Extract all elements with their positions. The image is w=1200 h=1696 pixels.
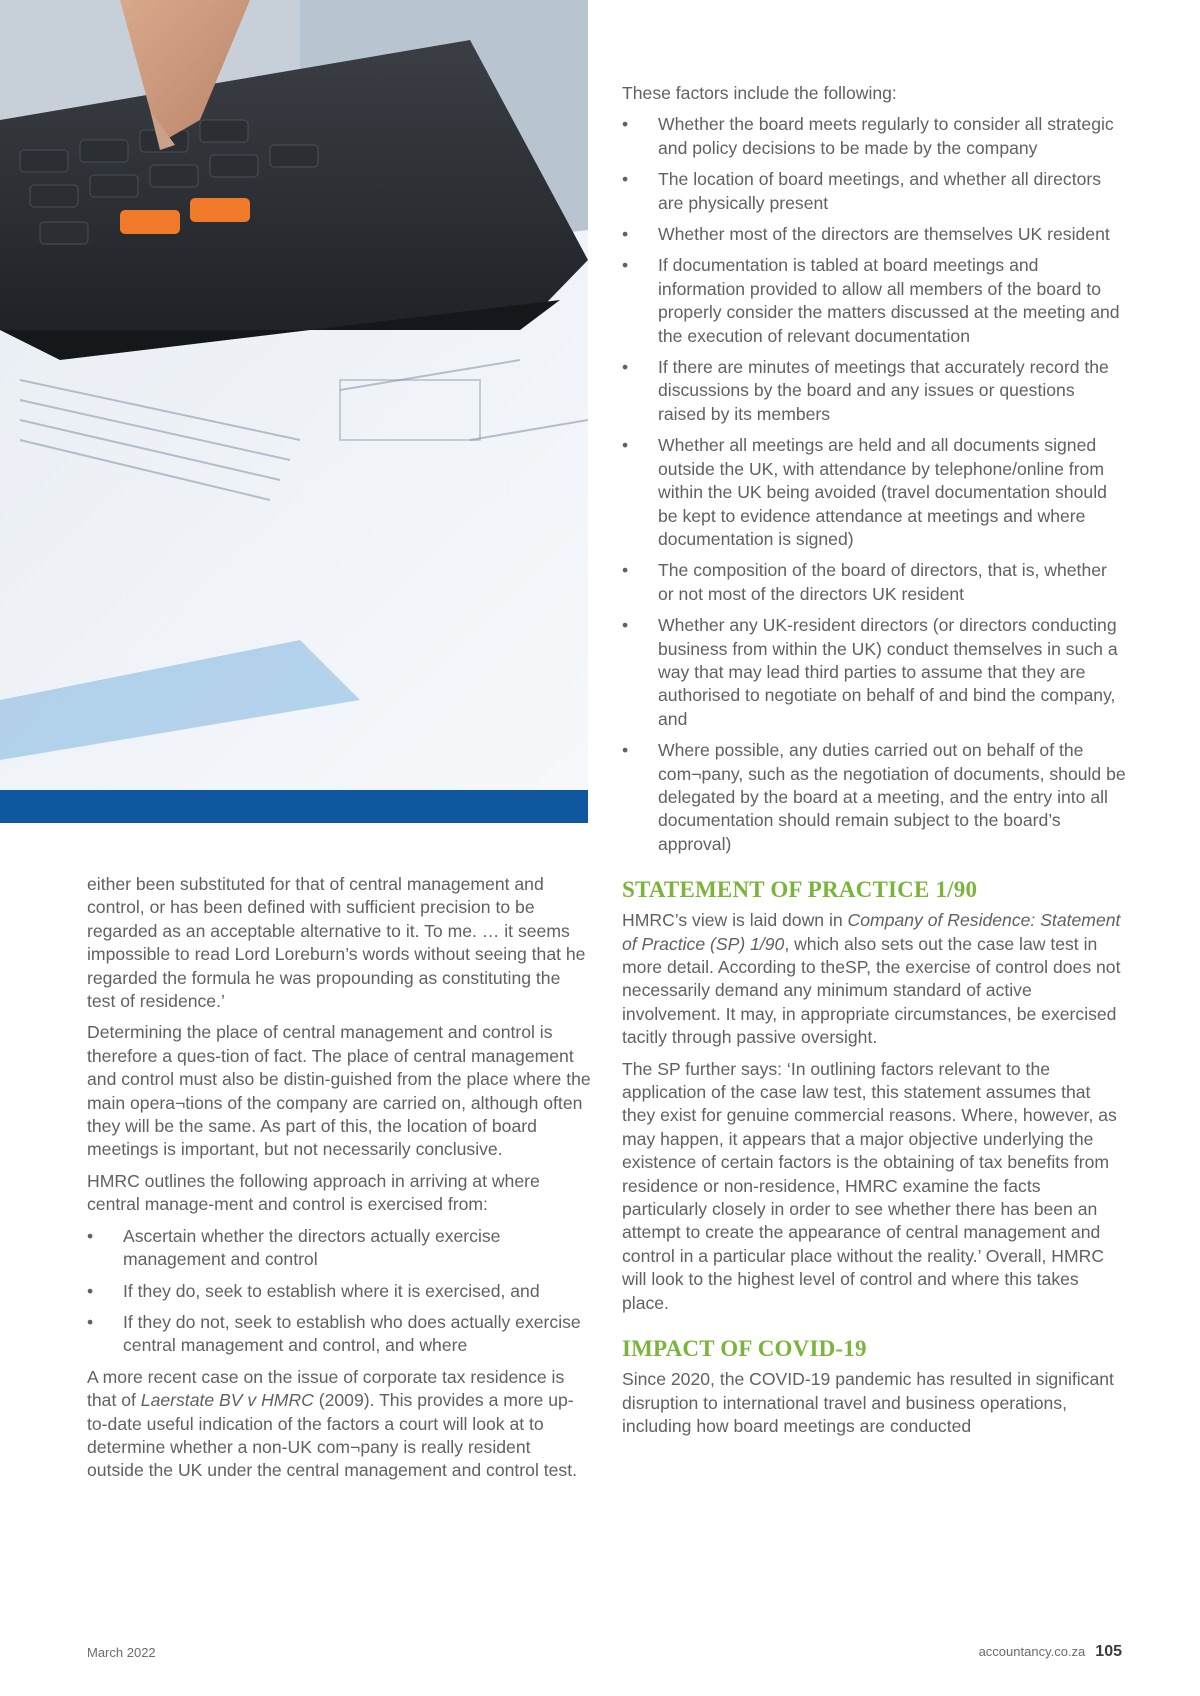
sp-paragraph-1 (622, 909, 1127, 1049)
list-item (622, 113, 1127, 160)
case-detail-text: (2009). This provides a more up-to-date useful indication of the factors a court will look at to determine whether a non-UK com¬pany is really resident outside the UK under the central management and control test. (87, 1390, 577, 1481)
case-name: Laerstate BV v HMRC (140, 1390, 314, 1411)
bullet-icon: • (622, 357, 629, 378)
covid-paragraph-1: Since 2020, the COVID-19 pandemic has resulted in significant disruption to international travel and business operations, including how board meetings are conducted (622, 1369, 1114, 1436)
list-item-text: Ascertain whether the directors actually exercise management and control (123, 1225, 501, 1270)
footer-site-link[interactable]: accountancy.co.za (978, 1644, 1086, 1659)
page-number: 105 (1095, 1643, 1122, 1660)
list-item (622, 739, 1127, 856)
list-item-text: Where possible, any duties carried out on behalf of the com¬pany, such as the negotiation of documents, should be delegated by the board at a meeting, and the entry into all documentation should remain subject to the board’s approval) (658, 740, 1126, 854)
bullet-icon: • (622, 740, 629, 761)
list-item-text: Whether the board meets regularly to consider all strategic and policy decisions to be made by the company (658, 114, 1114, 158)
list-item (622, 434, 1127, 551)
list-item-text: If documentation is tabled at board meetings and information provided to allow all members of the board to properly consider the matters discussed at the meeting and the execution of relevant documentation (658, 255, 1120, 346)
bullet-icon: • (87, 1280, 94, 1301)
list-item (622, 223, 1127, 246)
list-item (622, 356, 1127, 426)
right-column (622, 82, 1127, 1446)
factors-intro: These factors include the following: (622, 83, 897, 103)
case-intro-text: A more recent case on the issue of corporate tax residence is that of (87, 1366, 565, 1411)
list-item (622, 559, 1127, 606)
sp-paragraph-2: The SP further says: ‘In outlining factors relevant to the application of the case law test, this statement assumes that they exist for genuine commercial reasons. Where, however, as may happen, it appears that a major objective underlying the existence of certain factors is the obtaining of tax benefits from residence or non-residence, HMRC examine the facts particularly closely in order to see whether there has been an attempt to create the appearance of central management and control in a particular place without the reality.’ Overall, HMRC will look to the highest level of control and where this takes place. (622, 1058, 1117, 1313)
bullet-icon: • (622, 255, 629, 276)
left-paragraph-3: HMRC outlines the following approach in arriving at where central manage-ment and control is exercised from: (87, 1170, 540, 1215)
list-item (87, 1280, 592, 1303)
bullet-icon: • (87, 1311, 94, 1332)
factors-bullet-list (622, 113, 1127, 856)
approach-bullet-list (87, 1225, 592, 1358)
list-item (87, 1225, 592, 1272)
sp-detail-text: , which also sets out the case law test in more detail. According to theSP, the exercise of control does not necessarily demand any minimum standard of active involvement. It may, in appropriate circumstances, be exercised tacitly through passive oversight. (622, 933, 1121, 1048)
bullet-icon: • (622, 615, 629, 636)
left-paragraph-1: either been substituted for that of central management and control, or has been defined with sufficient precision to be regarded as an acceptable alternative to it. To me. … it seems impossible to read Lord Loreburn’s words without seeing that he regarded the formula he was propounding as constituting the test of residence.’ (87, 874, 586, 1012)
bullet-icon: • (622, 560, 629, 581)
list-item-text: If they do not, seek to establish who does actually exercise central management and control, and where (123, 1311, 581, 1356)
list-item (87, 1311, 592, 1358)
bullet-icon: • (622, 224, 629, 245)
bullet-icon: • (622, 169, 629, 190)
sp-document-title: Company of Residence: Statement of Practice (SP) 1/90 (622, 910, 1121, 954)
sp-intro-text: HMRC’s view is laid down in (622, 910, 848, 931)
calculator-photo (0, 0, 588, 790)
list-item-text: The location of board meetings, and whether all directors are physically present (658, 169, 1102, 213)
list-item-text: Whether all meetings are held and all documents signed outside the UK, with attendance by telephone/online from within the UK being avoided (travel documentation should be kept to evidence attendance at meetings and where documentation is signed) (658, 435, 1107, 549)
list-item-text: If they do, seek to establish where it is exercised, and (123, 1280, 540, 1301)
blue-accent-bar (0, 790, 588, 823)
bullet-icon: • (622, 114, 629, 135)
list-item (622, 254, 1127, 348)
list-item (622, 168, 1127, 215)
section-heading-statement-of-practice: STATEMENT OF PRACTICE 1/90 (622, 877, 978, 903)
footer-site-and-page (979, 1643, 1122, 1661)
bullet-icon: • (622, 435, 629, 456)
section-heading-covid: IMPACT OF COVID-19 (622, 1336, 867, 1362)
bullet-icon: • (87, 1225, 94, 1246)
left-paragraph-2: Determining the place of central management and control is therefore a ques-tion of fact. The place of central management and control must also be distin-guished from the place where the main opera¬tions of the company are carried on, although often they will be the same. As part of this, the location of board meetings is important, but not necessarily conclusive. (87, 1022, 591, 1160)
left-paragraph-4 (87, 1366, 592, 1483)
list-item-text: Whether most of the directors are themselves UK resident (658, 224, 1110, 245)
list-item (622, 614, 1127, 731)
list-item-text: If there are minutes of meetings that accurately record the discussions by the board and any issues or questions raised by its members (658, 357, 1109, 424)
list-item-text: Whether any UK-resident directors (or directors conducting business from within the UK) conduct themselves in such a way that may lead third parties to assume that they are authorised to negotiate on behalf of and bind the company, and (658, 615, 1118, 729)
footer-date: March 2022 (87, 1645, 156, 1660)
list-item-text: The composition of the board of directors, that is, whether or not most of the directors UK resident (658, 560, 1107, 604)
left-column (87, 873, 592, 1491)
